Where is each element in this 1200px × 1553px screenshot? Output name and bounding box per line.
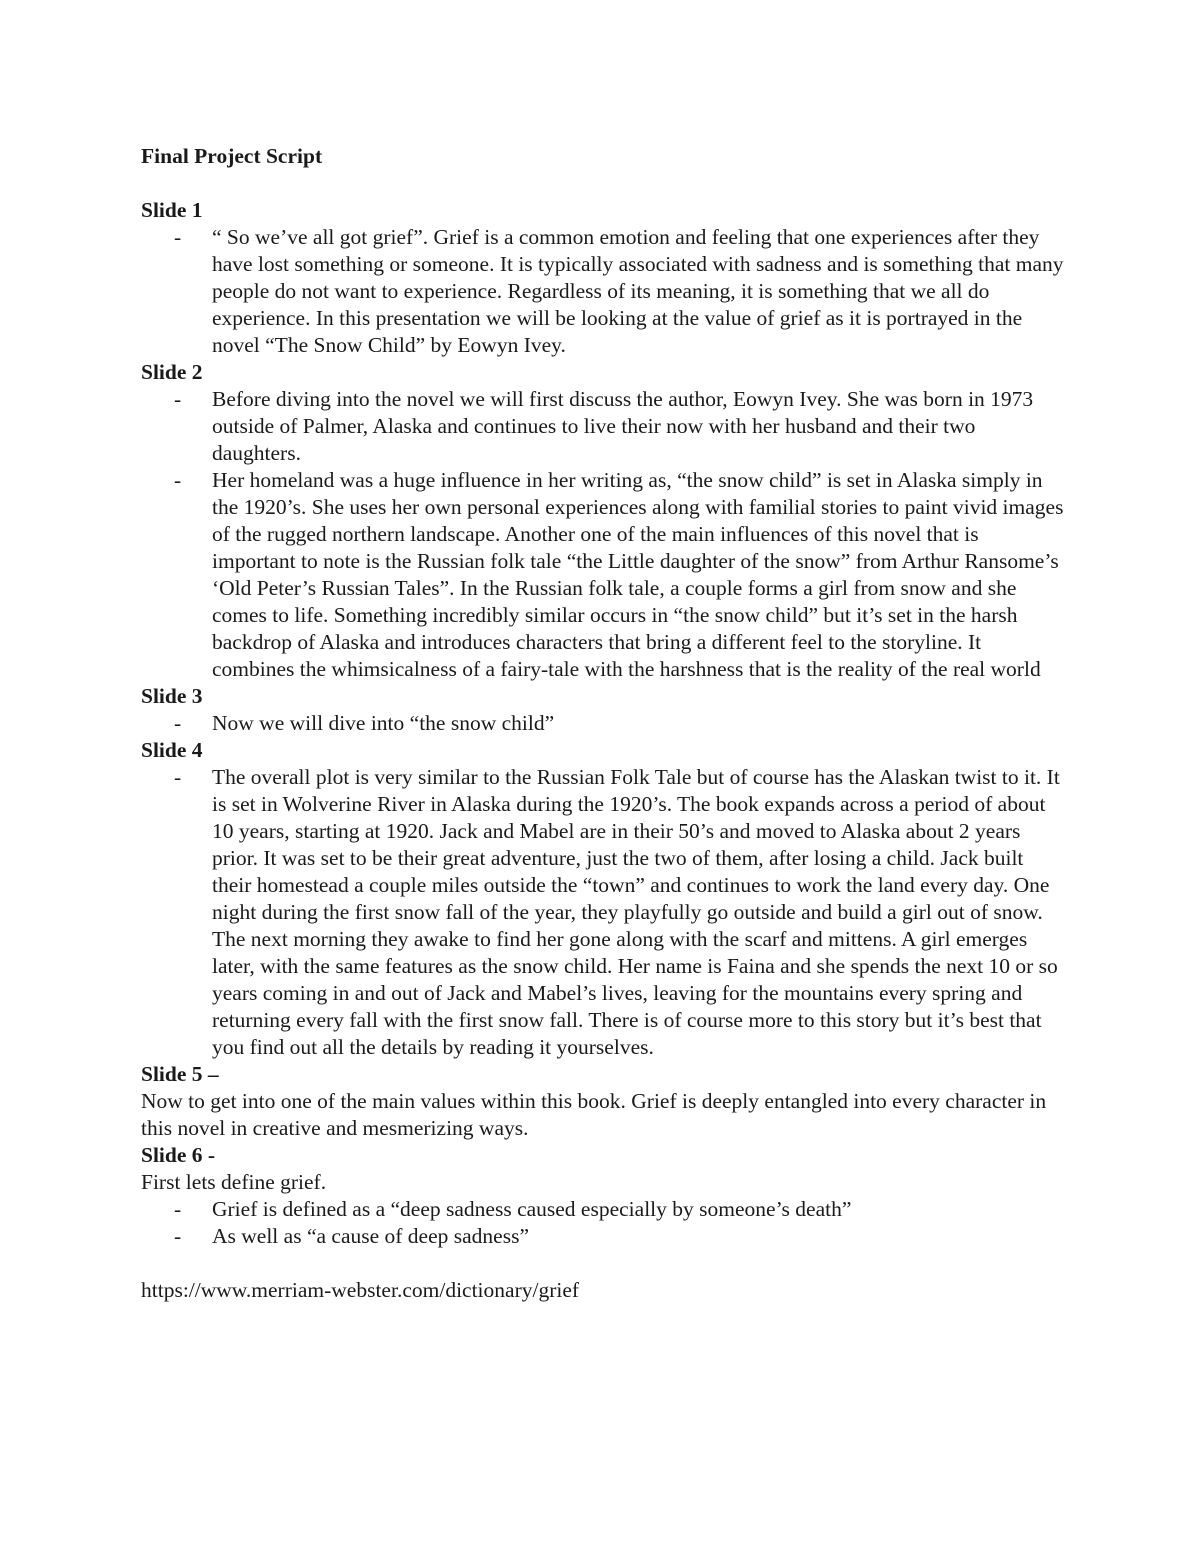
bullet-item xyxy=(141,224,1066,359)
slide-3-bullets xyxy=(141,710,1066,737)
bullet-text: Grief is defined as a “deep sadness caused especially by someone’s death” xyxy=(212,1197,852,1221)
bullet-item xyxy=(141,467,1066,683)
slide-5-text: Now to get into one of the main values within this book. Grief is deeply entangled into every character in this novel in creative and mesmerizing ways. xyxy=(141,1089,1047,1140)
slide-1-bullets xyxy=(141,224,1066,359)
slide-4-bullets xyxy=(141,764,1066,1061)
bullet-text: Her homeland was a huge influence in her writing as, “the snow child” is set in Alaska simply in the 1920’s. She uses her own personal experiences along with familial stories to paint vivid images of the rugged northern landscape. Another one of the main influences of this novel that is important to note is the Russian folk tale “the Little daughter of the snow” from Arthur Ransome’s ‘Old Peter’s Russian Tales”. In the Russian folk tale, a couple forms a girl from snow and she comes to life. Something incredibly similar occurs in “the snow child” but it’s set in the harsh backdrop of Alaska and introduces characters that bring a different feel to the storyline. It combines the whimsicalness of a fairy-tale with the harshness that is the reality of the real world xyxy=(212,468,1064,681)
bullet-dash: - xyxy=(174,387,182,411)
bullet-text: Before diving into the novel we will first discuss the author, Eowyn Ivey. She was born in 1973 outside of Palmer, Alaska and continues to live their now with her husband and their two daughters. xyxy=(212,387,1034,465)
bullet-text: Now we will dive into “the snow child” xyxy=(212,711,555,735)
bullet-item xyxy=(141,710,1066,737)
slide-2-bullets xyxy=(141,386,1066,683)
bullet-dash: - xyxy=(174,225,182,249)
bullet-item xyxy=(141,1196,1066,1223)
document-title: Final Project Script xyxy=(141,144,323,168)
bullet-dash: - xyxy=(174,468,182,492)
slide-6-text: First lets define grief. xyxy=(141,1170,327,1194)
document-page xyxy=(141,141,1066,1304)
slide-6-heading: Slide 6 - xyxy=(141,1143,216,1167)
slide-4-heading: Slide 4 xyxy=(141,738,203,762)
bullet-dash: - xyxy=(174,765,182,789)
bullet-text: As well as “a cause of deep sadness” xyxy=(212,1224,529,1248)
bullet-dash: - xyxy=(174,1197,182,1221)
source-url-link[interactable]: https://www.merriam-webster.com/dictionary/grief xyxy=(141,1278,580,1302)
bullet-item xyxy=(141,1223,1066,1250)
bullet-item xyxy=(141,764,1066,1061)
bullet-dash: - xyxy=(174,711,182,735)
slide-2-heading: Slide 2 xyxy=(141,360,203,384)
bullet-item xyxy=(141,386,1066,467)
slide-3-heading: Slide 3 xyxy=(141,684,203,708)
bullet-text: The overall plot is very similar to the Russian Folk Tale but of course has the Alaskan twist to it. It is set in Wolverine River in Alaska during the 1920’s. The book expands across a period of about 10 years, starting at 1920. Jack and Mabel are in their 50’s and moved to Alaska about 2 years prior. It was set to be their great adventure, just the two of them, after losing a child. Jack built their homestead a couple miles outside the “town” and continues to work the land every day. One night during the first snow fall of the year, they playfully go outside and build a girl out of snow. The next morning they awake to find her gone along with the scarf and mittens. A girl emerges later, with the same features as the snow child. Her name is Faina and she spends the next 10 or so years coming in and out of Jack and Mabel’s lives, leaving for the mountains every spring and returning every fall with the first snow fall. There is of course more to this story but it’s best that you find out all the details by reading it yourselves. xyxy=(212,765,1060,1059)
bullet-dash: - xyxy=(174,1224,182,1248)
bullet-text: “ So we’ve all got grief”. Grief is a common emotion and feeling that one experiences after they have lost something or someone. It is typically associated with sadness and is something that many people do not want to experience. Regardless of its meaning, it is something that we all do experience. In this presentation we will be looking at the value of grief as it is portrayed in the novel “The Snow Child” by Eowyn Ivey. xyxy=(212,225,1064,357)
slide-1-heading: Slide 1 xyxy=(141,198,203,222)
slide-5-heading: Slide 5 – xyxy=(141,1062,219,1086)
slide-6-bullets xyxy=(141,1196,1066,1250)
